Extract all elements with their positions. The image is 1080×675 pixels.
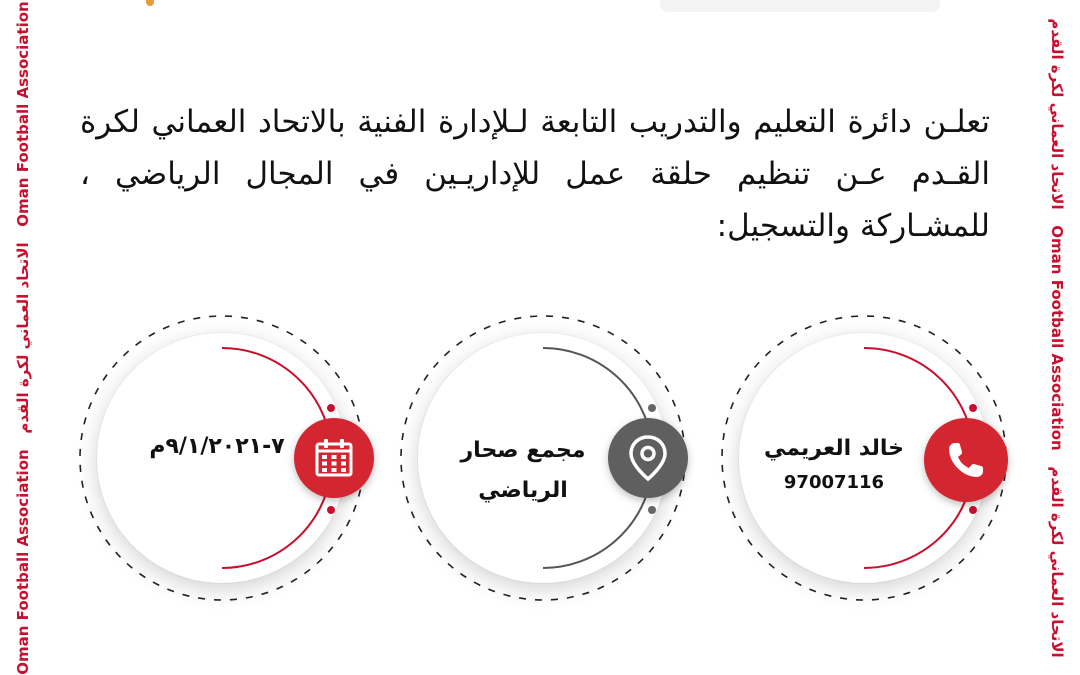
left-brand-strip	[0, 0, 46, 675]
left-brand-text	[14, 1, 32, 674]
top-accent-mark	[146, 0, 154, 6]
brand-name-arabic: الاتحاد العماني لكرة القدم	[14, 241, 32, 434]
right-brand-strip	[1034, 0, 1080, 675]
announcement-text: تعلـن دائرة التعليم والتدريب التابعة لـلإدارة الفنية بالاتحاد العماني لكرة القـدم عـن تنظيم حلقة عمل للإداريـين في المجال الرياضي ، للمشـاركة والتسجيل:	[80, 104, 990, 244]
contact-info-block	[714, 308, 1014, 608]
top-shade-bar	[660, 0, 940, 12]
arc-dot-bottom	[648, 506, 656, 514]
brand-name-arabic: الاتحاد العماني لكرة القدم	[1048, 17, 1066, 210]
brand-name-english: Oman Football Association	[14, 448, 32, 675]
location-line-2: الرياضي	[478, 478, 568, 503]
location-line-1: مجمع صحار	[460, 438, 586, 463]
contact-phone: 97007116	[783, 472, 885, 493]
brand-name-english-repeat: Oman Football Association	[14, 0, 32, 227]
right-brand-text	[1048, 18, 1066, 657]
brand-name-arabic-repeat: الاتحاد العماني لكرة القدم	[1048, 465, 1066, 658]
location-info-block	[393, 308, 693, 608]
arc-dot-top	[327, 404, 335, 412]
contact-name: خالد العريمي	[764, 436, 904, 461]
date-text: ٧-٩/١/٢٠٢١م	[149, 434, 285, 459]
map-pin-icon	[627, 434, 669, 482]
phone-badge	[924, 418, 1008, 502]
arc-dot-bottom	[327, 506, 335, 514]
arc-dot-bottom	[969, 506, 977, 514]
arc-dot-top	[969, 404, 977, 412]
date-info-block	[72, 308, 372, 608]
arc-dot-top	[648, 404, 656, 412]
phone-icon	[944, 438, 988, 482]
calendar-badge	[294, 418, 374, 498]
calendar-icon	[312, 436, 356, 480]
brand-name-english: Oman Football Association	[1048, 224, 1066, 451]
location-badge	[608, 418, 688, 498]
